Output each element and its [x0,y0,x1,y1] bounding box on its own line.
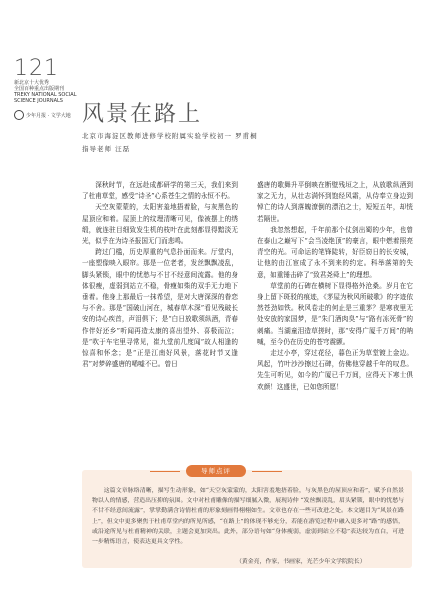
divider [150,471,180,472]
paragraph: 走过小亭，穿过花径，暮色正为草堂镀上金边。风起，竹叶沙沙擦过石碑，仿佛他穿越千年的叹息。先生可听见，如今的广厦已千万间，应得天下寒士俱欢颜！这盛世，已如您所愿！ [257,349,413,391]
article-title: 风景在路上 [82,102,203,127]
paragraph: 盛唐的歌舞升平倒映在断壁残垣之上，从放歌纵酒到家之无力，从壮志满怀到饱经风霜，从侍奉立身边到悼亡的诗人到落魄潦倒的漂泊之士，短短五年，却恍若隔世。 [257,181,413,223]
publisher-line: 全国百种重点出版期刊 [14,86,65,92]
page-number: 121 [14,56,59,81]
divider [252,471,282,472]
brand [14,110,71,120]
teacher-line: 指导老师 汪磊 [82,145,131,153]
paragraph: 草堂前的石碑在横树下显得格外沧桑。岁月在它身上留下斑驳的痕迹，《茅屋为秋风所破歌》的字迹依然苍劲如铁。秋风卷走的何止是三重茅？是寒夜里无处安放的家国梦，是“朱门酒肉臭”与“路有冻死骨”的刺痛。当湖童泪造草搓时，那“安得广厦千万间”的呐喊，至今仍在历史的苍穹震颤。 [257,281,413,346]
brand-logo-icon [14,110,24,120]
publisher-line: TREKY NATIONAL SOCIAL [14,92,77,98]
article-column-left [82,180,238,370]
author-line: 北京市海淀区教师进修学校附属实验学校初一 罗甫桐 [82,132,258,140]
comment-text: 这篇文章脉络清晰，描写生动形象，如“天空灰蒙蒙的，太阳害羞地捂着脸，与灰黑色的屋顶应和着”，赋予自然景物以人的情感，营造出压抑的氛围。文中对杜甫雕像的描写细腻入微，展现诗仲 “发丝飘凌乱，眉头紧锁，眼中的忧愁与不甘不经意间流露”，掌掌勤满含诗情杜甫的形象刻画得栩栩如生。文章也存在一些可改进之处。本文题目为“风景在路上”，但文中更多聚焦于杜甫草堂内的所见所感，“在路上”的体现不够充分，若能在游览过程中融入更多对“路”的感悟，或沿途所见与杜甫精神的关联，主题会更加突出。此外，部分语句如“身体瘦弱，虚弱到站立不稳”表达较为直白，可进一步精炼语言，使表达更具文学性。 [92,488,404,546]
paragraph: 我忽然想起，千年前那个仗剑出蜀的少年，也曾在泰山之巅写下“会当凌绝顶”的豪言，眼中燃着照亮青空的光。可命运的笔锋陡转，好臣窃日的长安城，让他的由江宦成了永不到来的约定。科举落第的失意，如重锤击碎了“致君尧舜上”的理想。 [257,225,413,279]
paragraph: 天空灰蒙蒙的，太阳害羞地捂着脸，与灰黑色的屋顶应和着。屋顶上的纹理清晰可见，像被摆上的绣缎，就连驻目细致发生机的枝叶在此刻都显得黯淡无光，似乎在为诗圣报国无门而悲鸣。 [82,203,238,246]
publisher-line: 新北京十大优秀 [14,80,50,86]
brand-label: 少年月报 · 文学大地 [26,112,71,119]
paragraph: 跨过门槛，历史厚重的气息扑面而来。厅堂内，一座塑像映入眼帘。那是一位老者，发丝飘飘凌乱，脚头紧锁，眼中的忧愁与不甘不经意间流露。他的身体很瘦，虚弱到站立不稳，骨瘦如柴的双手无力地下垂着。他身上那最后一抹希望，是对大唐深深的眷恋与不舍。那是“国破山河在，城春草木深”看见残破长安的诗心疾首，声泪俱下；是“白日放歌须纵酒，青春作伴好还乡”听闻再造太康的喜出望外、喜极而泣；是“吹于车宅里寻常见，崔九堂前几度闻”故人相逢的惊喜和怀念；是“正是江南好风景，落花时节又逢君”对梦碎盛唐的唏嘘不已。曾日 [82,248,238,369]
publisher-line: SCIENCE JOURNALS [14,98,63,104]
comment-tag: 导师点评 [186,465,246,477]
paragraph: 深秋时节，在远赴成都研学的第三天，我们来到了杜甫草堂，感受“诗圣”心系苍生之情的永恒不朽。 [82,181,238,201]
comment-signature: （黄金亮，作家，书画家，光芒少年文学院院长） [236,559,366,565]
article-column-right [257,180,413,393]
